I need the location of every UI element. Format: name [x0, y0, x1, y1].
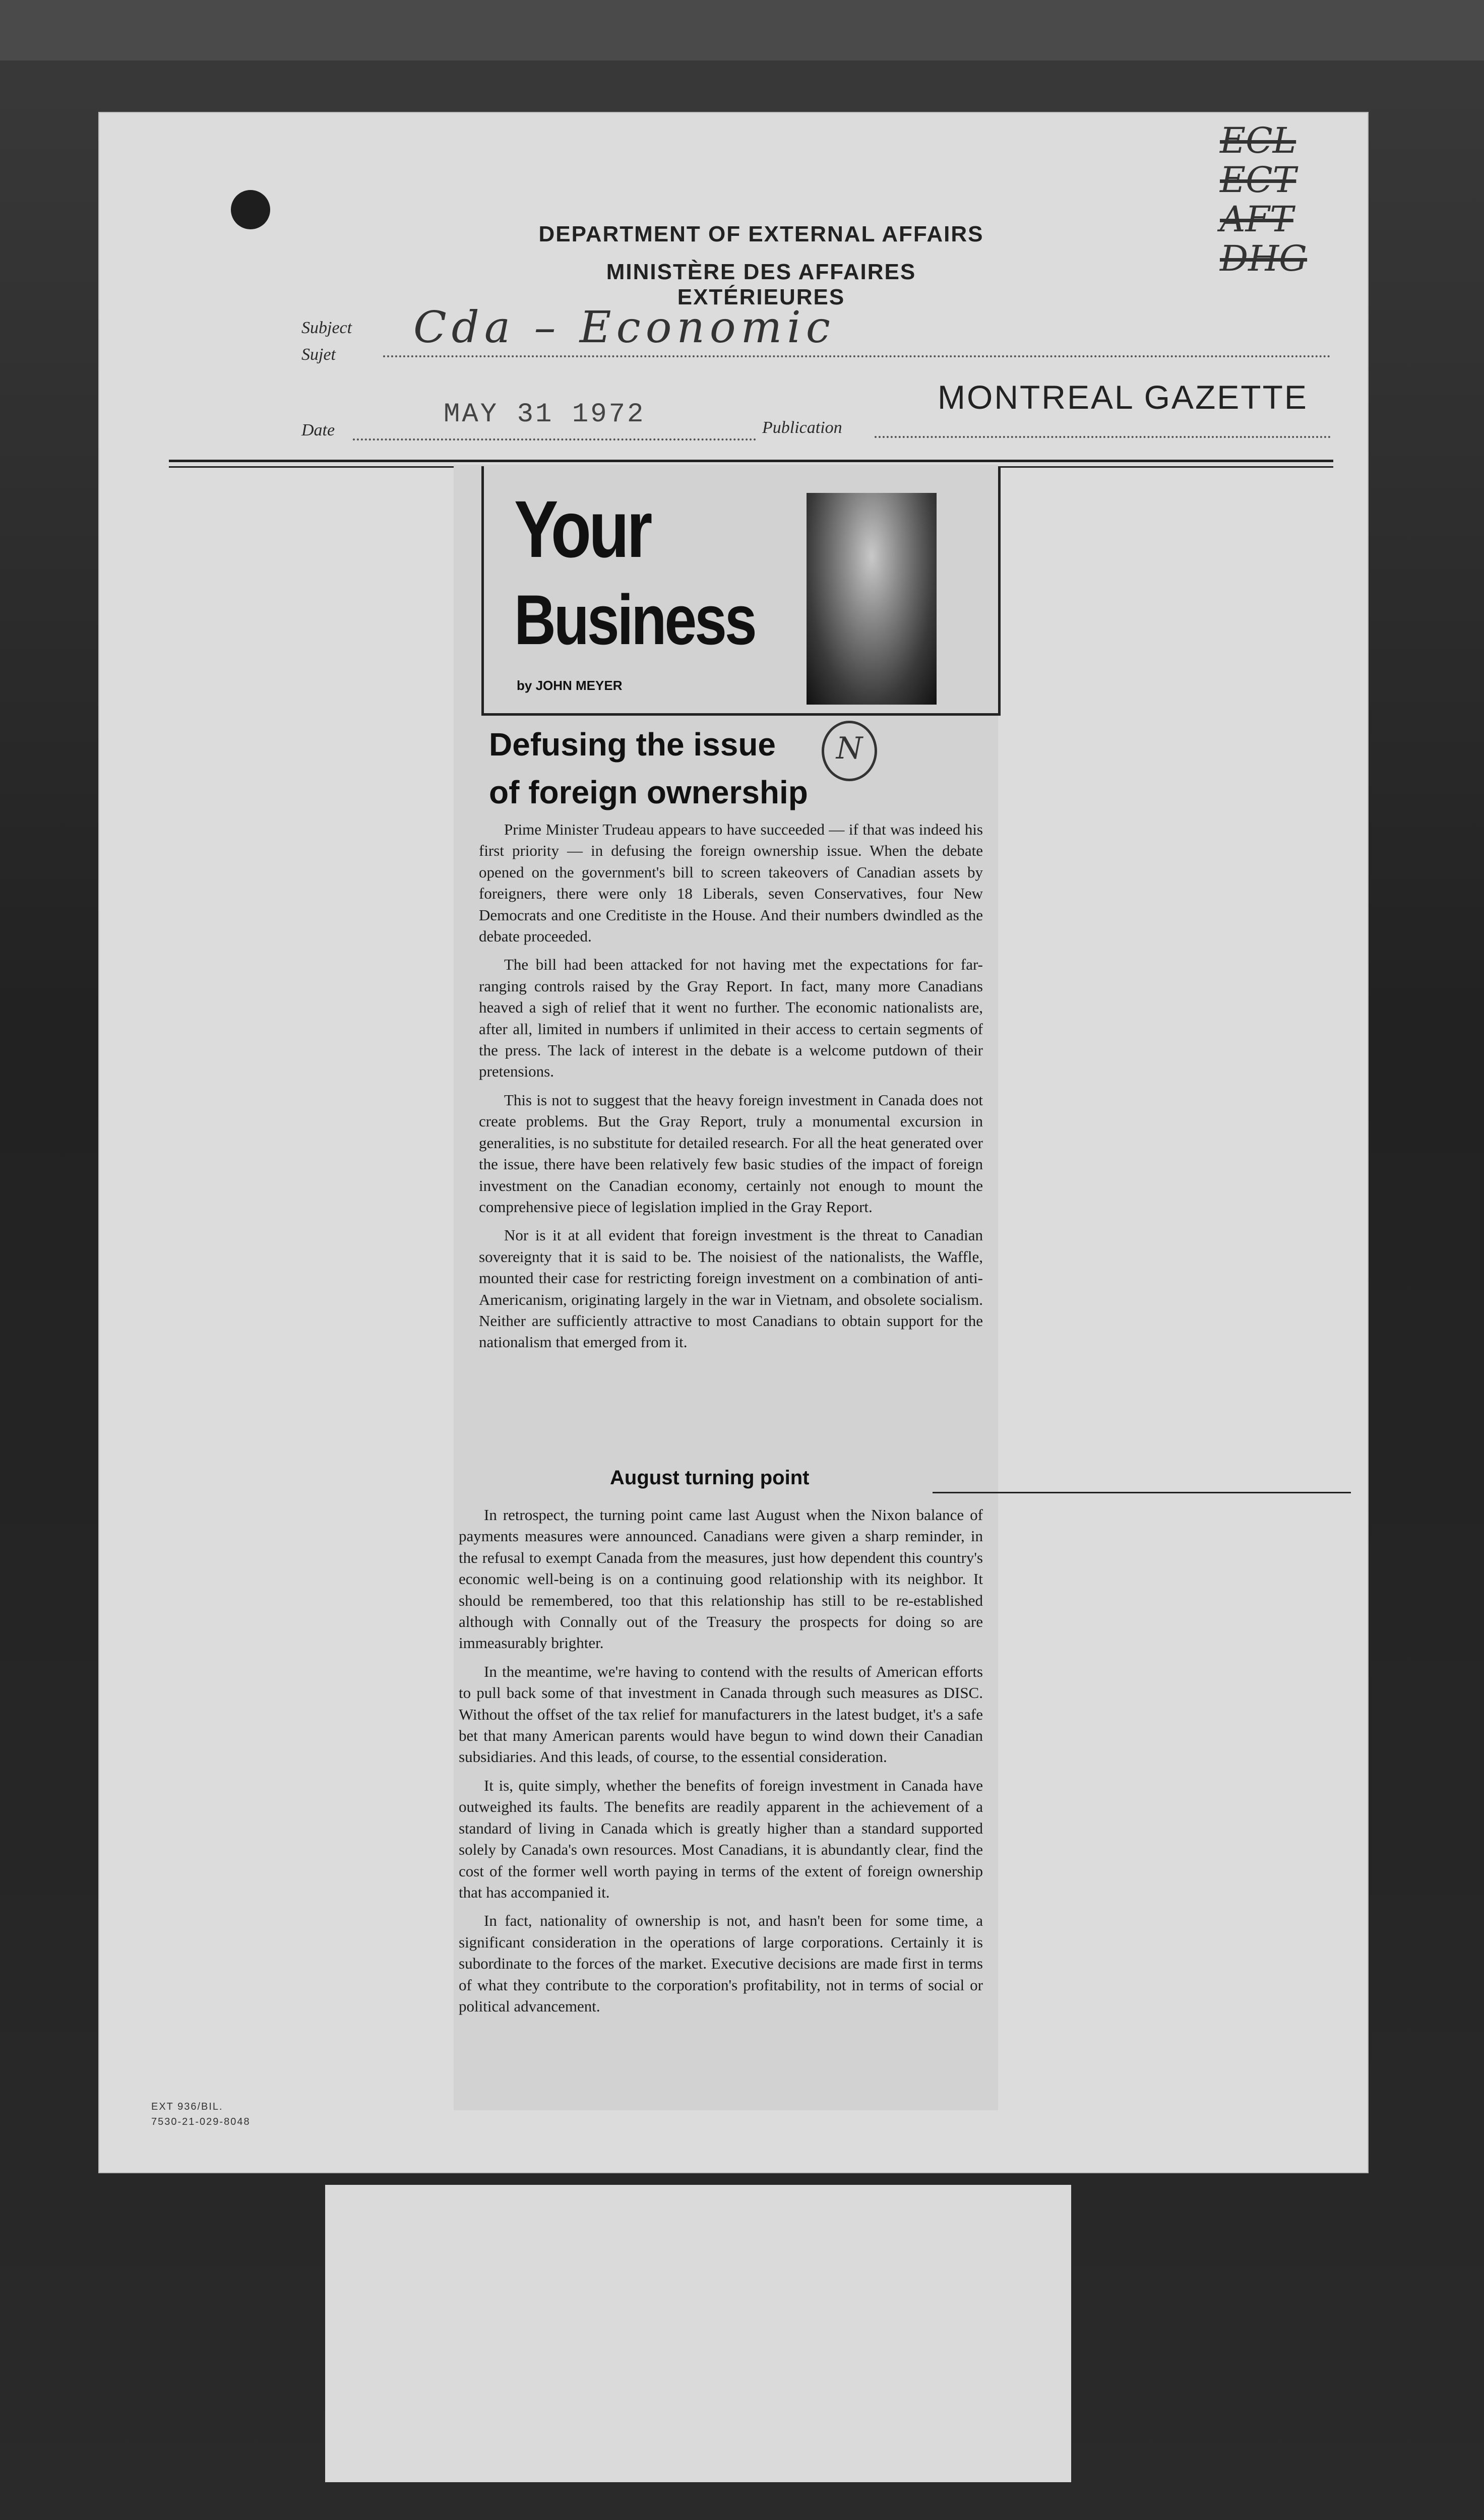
- punch-hole: [231, 190, 270, 229]
- column-title-line2: Business: [514, 580, 755, 659]
- subhead-rule: [933, 1492, 1351, 1493]
- subject-label-en: Subject: [301, 319, 352, 337]
- department-name-french: MINISTÈRE DES AFFAIRES EXTÉRIEURES: [606, 260, 916, 309]
- routing-mark: ECT: [1220, 159, 1296, 201]
- routing-marks: [1220, 121, 1307, 278]
- date-value: MAY 31 1972: [444, 399, 646, 430]
- publication-label: Publication: [762, 418, 842, 437]
- form-code-line: 7530-21-029-8048: [151, 2116, 251, 2127]
- form-code-line: EXT 936/BIL.: [151, 2101, 223, 2112]
- paragraph: In the meantime, we're having to contend with the results of American efforts to pull back some of that investment in Canada through such measures as DISC. Without the offset of the tax relief for manufacturers in the latest budget, it's a safe bet that many American parents would have begun to wind down their Canadian subsidiaries. And this leads, of course, to the essential consideration.: [459, 1662, 983, 1766]
- scan-top-strip: [0, 0, 1484, 60]
- date-dotted-line: [353, 438, 756, 440]
- circled-mark: N: [822, 721, 877, 781]
- subhead: August turning point: [610, 1467, 810, 1489]
- headline-line1: Defusing the issue: [489, 726, 776, 763]
- subject-value: Cda – Economic: [413, 302, 835, 353]
- headline-line2: of foreign ownership: [489, 774, 808, 810]
- publication-dotted-line: [875, 436, 1331, 438]
- paragraph: Nor is it at all evident that foreign investment is the threat to Canadian sovereignty that it is said to be. The noisiest of the nationalists, the Waffle, mounted their case for restricting foreign investment on a combination of anti-Americanism, originating largely in the war in Vietnam, and obsolete socialism. Neither are sufficiently attractive to most Canadians to obtain support for the nationalism that emerged from it.: [479, 1226, 983, 1351]
- subject-label-fr: Sujet: [301, 345, 336, 364]
- date-label: Date: [301, 421, 335, 439]
- paragraph: In retrospect, the turning point came last August when the Nixon balance of payments measures were announced. Canadians were given a sharp reminder, in the refusal to exempt Canada from the measures, just how dependent this country's economic well-being is on a continuing good relationship with its neighbor. It should be remembered, too that this relationship has still to be re-established although with Connally out of the Treasury the prospects for doing so are immeasurably brighter.: [459, 1506, 983, 1652]
- byline: by JOHN MEYER: [517, 678, 623, 693]
- department-name-english: DEPARTMENT OF EXTERNAL AFFAIRS: [538, 222, 984, 246]
- article-body-part2: [459, 1504, 983, 2024]
- routing-mark: AFT: [1220, 199, 1293, 240]
- paragraph: The bill had been attacked for not having met the expectations for far-ranging controls raised by the Gray Report. In fact, many more Canadians heaved a sigh of relief that it went no further. The economic nationalists are, after all, limited in numbers if unlimited in their access to certain segments of the press. The lack of interest in the debate is a welcome putdown of their pretensions.: [479, 956, 983, 1081]
- column-title-line1: Your: [514, 484, 650, 574]
- form-code: [151, 2099, 251, 2129]
- paragraph: This is not to suggest that the heavy foreign investment in Canada does not create problems. But the Gray Report, truly a monumental excursion in generalities, is no substitute for detailed research. For all the heat generated over the issue, there have been relatively few basic studies of the impact of foreign investment on the Canadian economy, certainly not enough to mount the comprehensive piece of legislation implied in the Gray Report.: [479, 1091, 983, 1216]
- blank-card: [325, 2185, 1071, 2482]
- publication-value: MONTREAL GAZETTE: [938, 379, 1308, 416]
- paragraph: It is, quite simply, whether the benefits of foreign investment in Canada have outweighed its faults. The benefits are readily apparent in the achievement of a standard of living in Canada which is greatly higher than a standard supported solely by Canada's own resources. Most Canadians, it is abundantly clear, find the cost of the former well worth paying in terms of the extent of foreign ownership that has accompanied it.: [459, 1776, 983, 1901]
- header-rule: [169, 460, 1333, 462]
- paragraph: Prime Minister Trudeau appears to have succeeded — if that was indeed his first priority — in defusing the foreign ownership issue. When the debate opened on the government's bill to screen takeovers of Canadian assets by foreigners, there were only 18 Liberals, seven Conservatives, four New Democrats and one Creditiste in the House. And their numbers dwindled as the debate proceeded.: [479, 821, 983, 946]
- article-body-part1: [479, 819, 983, 1360]
- subject-dotted-line: [383, 355, 1331, 357]
- routing-mark: ECL: [1220, 120, 1296, 161]
- author-photo: [807, 493, 937, 705]
- paragraph: In fact, nationality of ownership is not, and hasn't been for some time, a significant consideration in the operations of large corporations. Certainly it is subordinate to the forces of the market. Executive decisions are made first in terms of what they contribute to the corporation's profitability, not in terms of social or political advancement.: [459, 1912, 983, 2015]
- routing-mark: DHG: [1220, 238, 1308, 279]
